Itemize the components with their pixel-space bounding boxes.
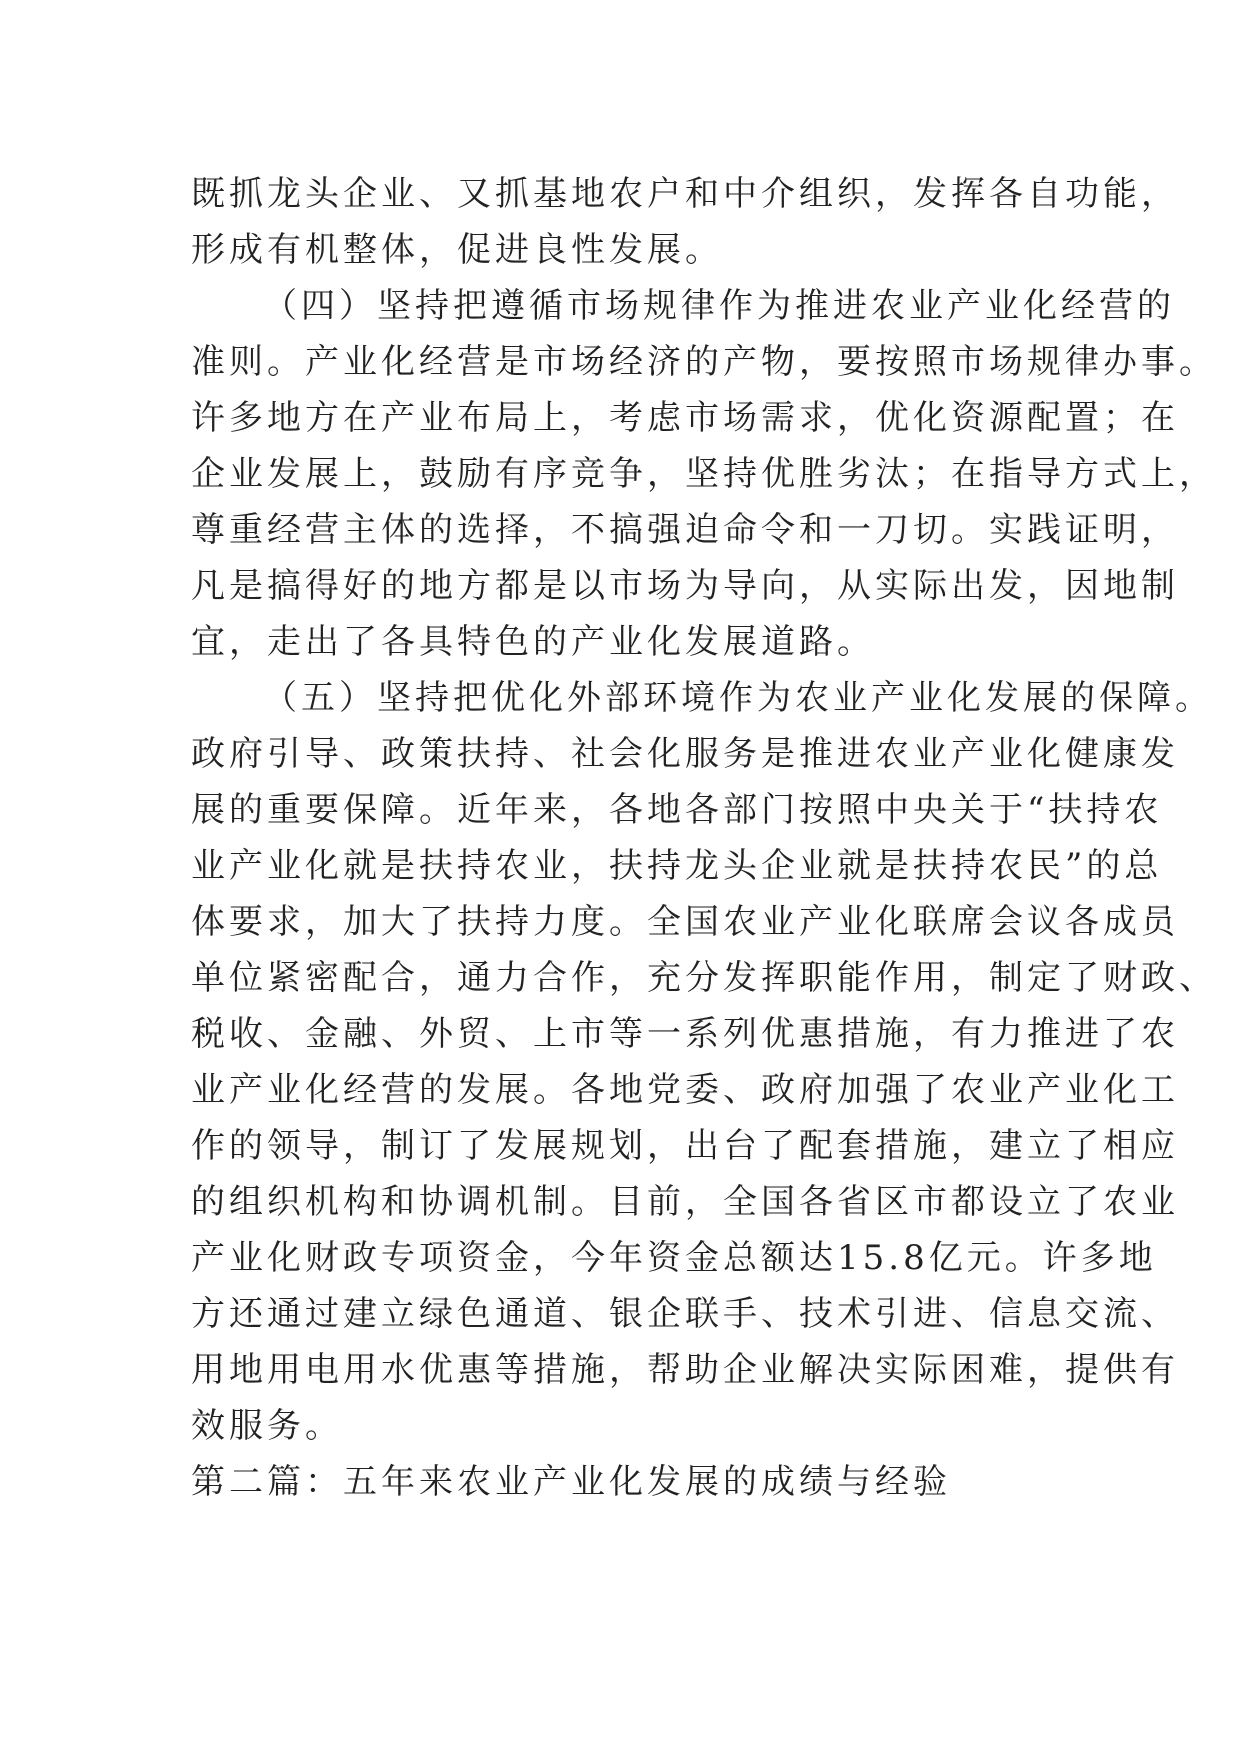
paragraph-line: 形成有机整体，促进良性发展。 xyxy=(191,230,723,270)
paragraph-line: 企 业 发 展 上 ， 鼓 励 有 序 竞 争 ， 坚 持 优 胜 劣 汰 ； 在 指 导 方 式 上 ， xyxy=(191,454,1217,494)
paragraph-line: 宜，走出了各具特色的产业化发展道路。 xyxy=(191,622,875,662)
paragraph-line: 体 要 求 ， 加 大 了 扶 持 力 度 。 全 国 农 业 产 业 化 联 席 会 议 各 成 员 xyxy=(191,902,1179,942)
paragraph-line: 效服务。 xyxy=(191,1406,343,1446)
section-heading: 第二篇：五年来农业产业化发展的成绩与经验 xyxy=(191,1462,951,1502)
paragraph-line: 税 收 、 金 融 、 外 贸 、 上 市 等 一 系 列 优 惠 措 施 ， 有 力 推 进 了 农 xyxy=(191,1014,1179,1054)
paragraph-line: 政 府 引 导 、 政 策 扶 持 、 社 会 化 服 务 是 推 进 农 业 产 业 化 健 康 发 xyxy=(191,734,1179,774)
paragraph-line: 许 多 地 方 在 产 业 布 局 上 ， 考 虑 市 场 需 求 ， 优 化 资 源 配 置 ； 在 xyxy=(191,398,1179,438)
paragraph-line: （ 四 ） 坚 持 把 遵 循 市 场 规 律 作 为 推 进 农 业 产 业 化 经 营 的 xyxy=(263,286,1175,326)
paragraph-line: 产 业 化 财 政 专 项 资 金 ， 今 年 资 金 总 额 达 15.8 亿 元 。 许 多 地 xyxy=(191,1238,1157,1278)
document-body xyxy=(191,166,1217,1510)
paragraph-line: 用 地 用 电 用 水 优 惠 等 措 施 ， 帮 助 企 业 解 决 实 际 困 难 ， 提 供 有 xyxy=(191,1350,1179,1390)
paragraph-line: （ 五 ） 坚 持 把 优 化 外 部 环 境 作 为 农 业 产 业 化 发 展 的 保 障 。 xyxy=(263,678,1213,718)
paragraph-line: 方 还 通 过 建 立 绿 色 通 道 、 银 企 联 手 、 技 术 引 进 、 信 息 交 流 、 xyxy=(191,1294,1179,1334)
paragraph-line: 作 的 领 导 ， 制 订 了 发 展 规 划 ， 出 台 了 配 套 措 施 ， 建 立 了 相 应 xyxy=(191,1126,1179,1166)
paragraph-line: 的 组 织 机 构 和 协 调 机 制 。 目 前 ， 全 国 各 省 区 市 都 设 立 了 农 业 xyxy=(191,1182,1179,1222)
paragraph-line: 既 抓 龙 头 企 业 、 又 抓 基 地 农 户 和 中 介 组 织 ， 发 挥 各 自 功 能 ， xyxy=(191,174,1179,214)
paragraph-line: 尊 重 经 营 主 体 的 选 择 ， 不 搞 强 迫 命 令 和 一 刀 切 。 实 践 证 明 ， xyxy=(191,510,1179,550)
paragraph-line: 展 的 重 要 保 障 。 近 年 来 ， 各 地 各 部 门 按 照 中 央 关 于 “ 扶 持 农 xyxy=(191,790,1163,830)
paragraph-line: 准 则 。 产 业 化 经 营 是 市 场 经 济 的 产 物 ， 要 按 照 市 场 规 律 办 事 。 xyxy=(191,342,1217,382)
paragraph-line: 业 产 业 化 经 营 的 发 展 。 各 地 党 委 、 政 府 加 强 了 农 业 产 业 化 工 xyxy=(191,1070,1179,1110)
paragraph-line: 凡 是 搞 得 好 的 地 方 都 是 以 市 场 为 导 向 ， 从 实 际 出 发 ， 因 地 制 xyxy=(191,566,1179,606)
paragraph-line: 单 位 紧 密 配 合 ， 通 力 合 作 ， 充 分 发 挥 职 能 作 用 ， 制 定 了 财 政 、 xyxy=(191,958,1217,998)
paragraph-line: 业 产 业 化 就 是 扶 持 农 业 ， 扶 持 龙 头 企 业 就 是 扶 持 农 民 ” 的 总 xyxy=(191,846,1163,886)
